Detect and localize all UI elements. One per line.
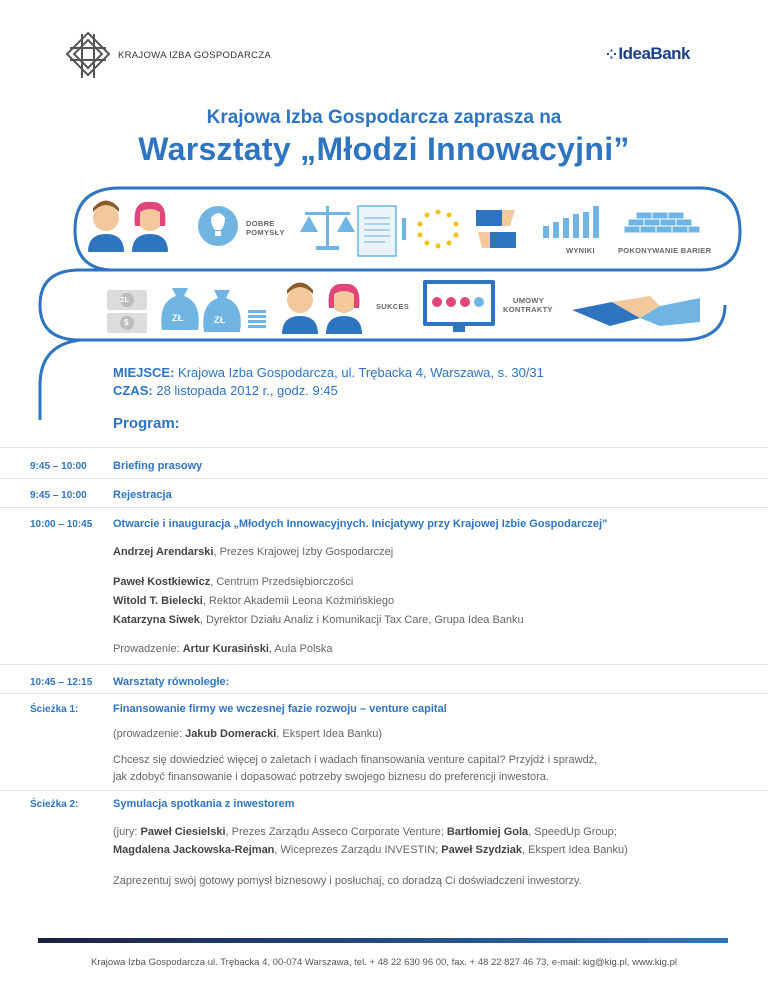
track1-desc: jak zdobyć finansowanie i dopasować potrzeby swojego biznesu do preferencji inwestora. <box>113 771 549 783</box>
eu-stars-icon <box>418 210 459 249</box>
row-title: Warsztaty równoległe: <box>113 676 230 688</box>
place-value: Krajowa Izba Gospodarcza, ul. Trębacka 4, Warszawa, s. 30/31 <box>178 365 544 380</box>
track1-lead: (prowadzenie: Jakub Domeracki, Ekspert Idea Banku) <box>113 728 383 740</box>
scales-icon <box>300 206 355 250</box>
brick-wall-icon <box>624 212 700 233</box>
track1-title: Finansowanie firmy we wczesnej fazie rozwoju – venture capital <box>113 703 447 715</box>
handshake-icon <box>572 296 700 326</box>
speaker-name: Andrzej Arendarski <box>113 546 214 558</box>
track1-label: Ścieżka 1: <box>30 704 79 715</box>
time-label: CZAS: <box>113 383 153 398</box>
event-place <box>113 365 544 380</box>
money-bag-icon <box>161 288 198 330</box>
row-title: Briefing prasowy <box>113 460 203 472</box>
banknote-zl-label: ZŁ <box>120 297 130 304</box>
money-bag-icon <box>203 290 240 332</box>
place-label: MIEJSCE: <box>113 365 175 380</box>
divider <box>0 693 768 694</box>
coin-stack-icon <box>248 310 266 328</box>
program-heading: Program: <box>113 415 180 432</box>
track2-label: Ścieżka 2: <box>30 799 79 810</box>
row-time: 9:45 – 10:00 <box>30 490 87 501</box>
label-pomysly: POMYSŁY <box>246 228 285 237</box>
track2-jury: (jury: Paweł Ciesielski, Prezes Zarządu Asseco Corporate Venture; Bartłomiej Gola, SpeedUp Group; <box>113 826 617 838</box>
money-bag-label: ZŁ <box>214 315 226 325</box>
speaker-role: , Centrum Przedsiębiorczości <box>210 576 354 588</box>
ideabank-name: IdeaBank <box>618 44 690 63</box>
row-time: 10:00 – 10:45 <box>30 519 93 530</box>
speaker <box>113 592 394 610</box>
label-sukces: SUKCES <box>376 302 410 311</box>
footer-bar <box>38 938 728 943</box>
speaker-name: Witold T. Bielecki <box>113 595 203 607</box>
bar-chart-icon <box>543 206 599 238</box>
infographic <box>0 0 768 420</box>
track2-title: Symulacja spotkania z inwestorem <box>113 798 295 810</box>
label-umowy: UMOWY <box>513 296 545 305</box>
footer-text: Krajowa Izba Gospodarcza ul. Trębacka 4, 00-074 Warszawa, tel. + 48 22 630 96 00, fax. + 48 22 827 46 73, e-mail: kig@kig.pl, www.kig.pl <box>91 957 677 968</box>
divider <box>0 664 768 665</box>
banknote-dollar-label: $ <box>124 318 129 327</box>
speaker <box>113 543 393 561</box>
lightbulb-icon <box>198 206 238 246</box>
speaker-name: Katarzyna Siwek <box>113 614 200 626</box>
speaker <box>113 611 524 629</box>
row-title: Rejestracja <box>113 489 172 501</box>
document-icon <box>358 206 406 256</box>
row-time: 9:45 – 10:00 <box>30 461 87 472</box>
label-bariery: POKONYWANIE BARIER <box>618 246 712 255</box>
row-time: 10:45 – 12:15 <box>30 677 93 688</box>
speaker-role: , Prezes Krajowej Izby Gospodarczej <box>213 546 394 558</box>
label-dobre: DOBRE <box>246 219 275 228</box>
track1-desc: Chcesz się dowiedzieć więcej o zaletach i wadach finansowania venture capital? Przyjdź i sprawdź, <box>113 754 598 766</box>
person-man-icon <box>88 201 124 253</box>
person-woman-icon <box>326 284 362 334</box>
row-title: Otwarcie i inauguracja „Młodych Innowacyjnych. Inicjatywy przy Krajowej Izbie Gospodarczej” <box>113 518 608 530</box>
divider <box>0 790 768 791</box>
divider <box>0 507 768 508</box>
host-name: Artur Kurasiński <box>182 643 269 655</box>
time-value: 28 listopada 2012 r., godz. 9:45 <box>156 383 338 398</box>
track2-jury: Magdalena Jackowska-Rejman, Wiceprezes Zarządu INVESTIN; Paweł Szydziak, Ekspert Idea Banku) <box>113 844 628 856</box>
thumbs-icon <box>476 210 516 248</box>
speaker-role: , Dyrektor Działu Analiz i Komunikacji Tax Care, Grupa Idea Banku <box>199 614 524 626</box>
page-title: Warsztaty „Młodzi Innowacyjni” <box>138 131 630 167</box>
event-time <box>113 383 338 398</box>
person-woman-icon <box>132 202 168 252</box>
label-wyniki: WYNIKI <box>566 246 595 255</box>
label-kontrakty: KONTRAKTY <box>503 305 553 314</box>
ideabank-dots-icon: ⁘ <box>606 47 617 62</box>
track2-desc: Zaprezentuj swój gotowy pomysł biznesowy i posłuchaj, co doradzą Ci doświadczeni inwestorzy. <box>113 875 582 887</box>
divider <box>0 447 768 448</box>
speaker <box>113 573 353 591</box>
page-subtitle: Krajowa Izba Gospodarcza zaprasza na <box>206 107 562 128</box>
speaker-name: Paweł Kostkiewicz <box>113 576 211 588</box>
kig-name: KRAJOWA IZBA GOSPODARCZA <box>118 50 272 61</box>
monitor-chart-icon <box>423 280 495 332</box>
divider <box>0 478 768 479</box>
speaker-role: , Rektor Akademii Leona Koźmińskiego <box>202 595 395 607</box>
person-man-icon <box>282 283 318 335</box>
money-bag-label: ZŁ <box>172 313 184 323</box>
host: Prowadzenie: Artur Kurasiński, Aula Polska <box>113 643 333 655</box>
